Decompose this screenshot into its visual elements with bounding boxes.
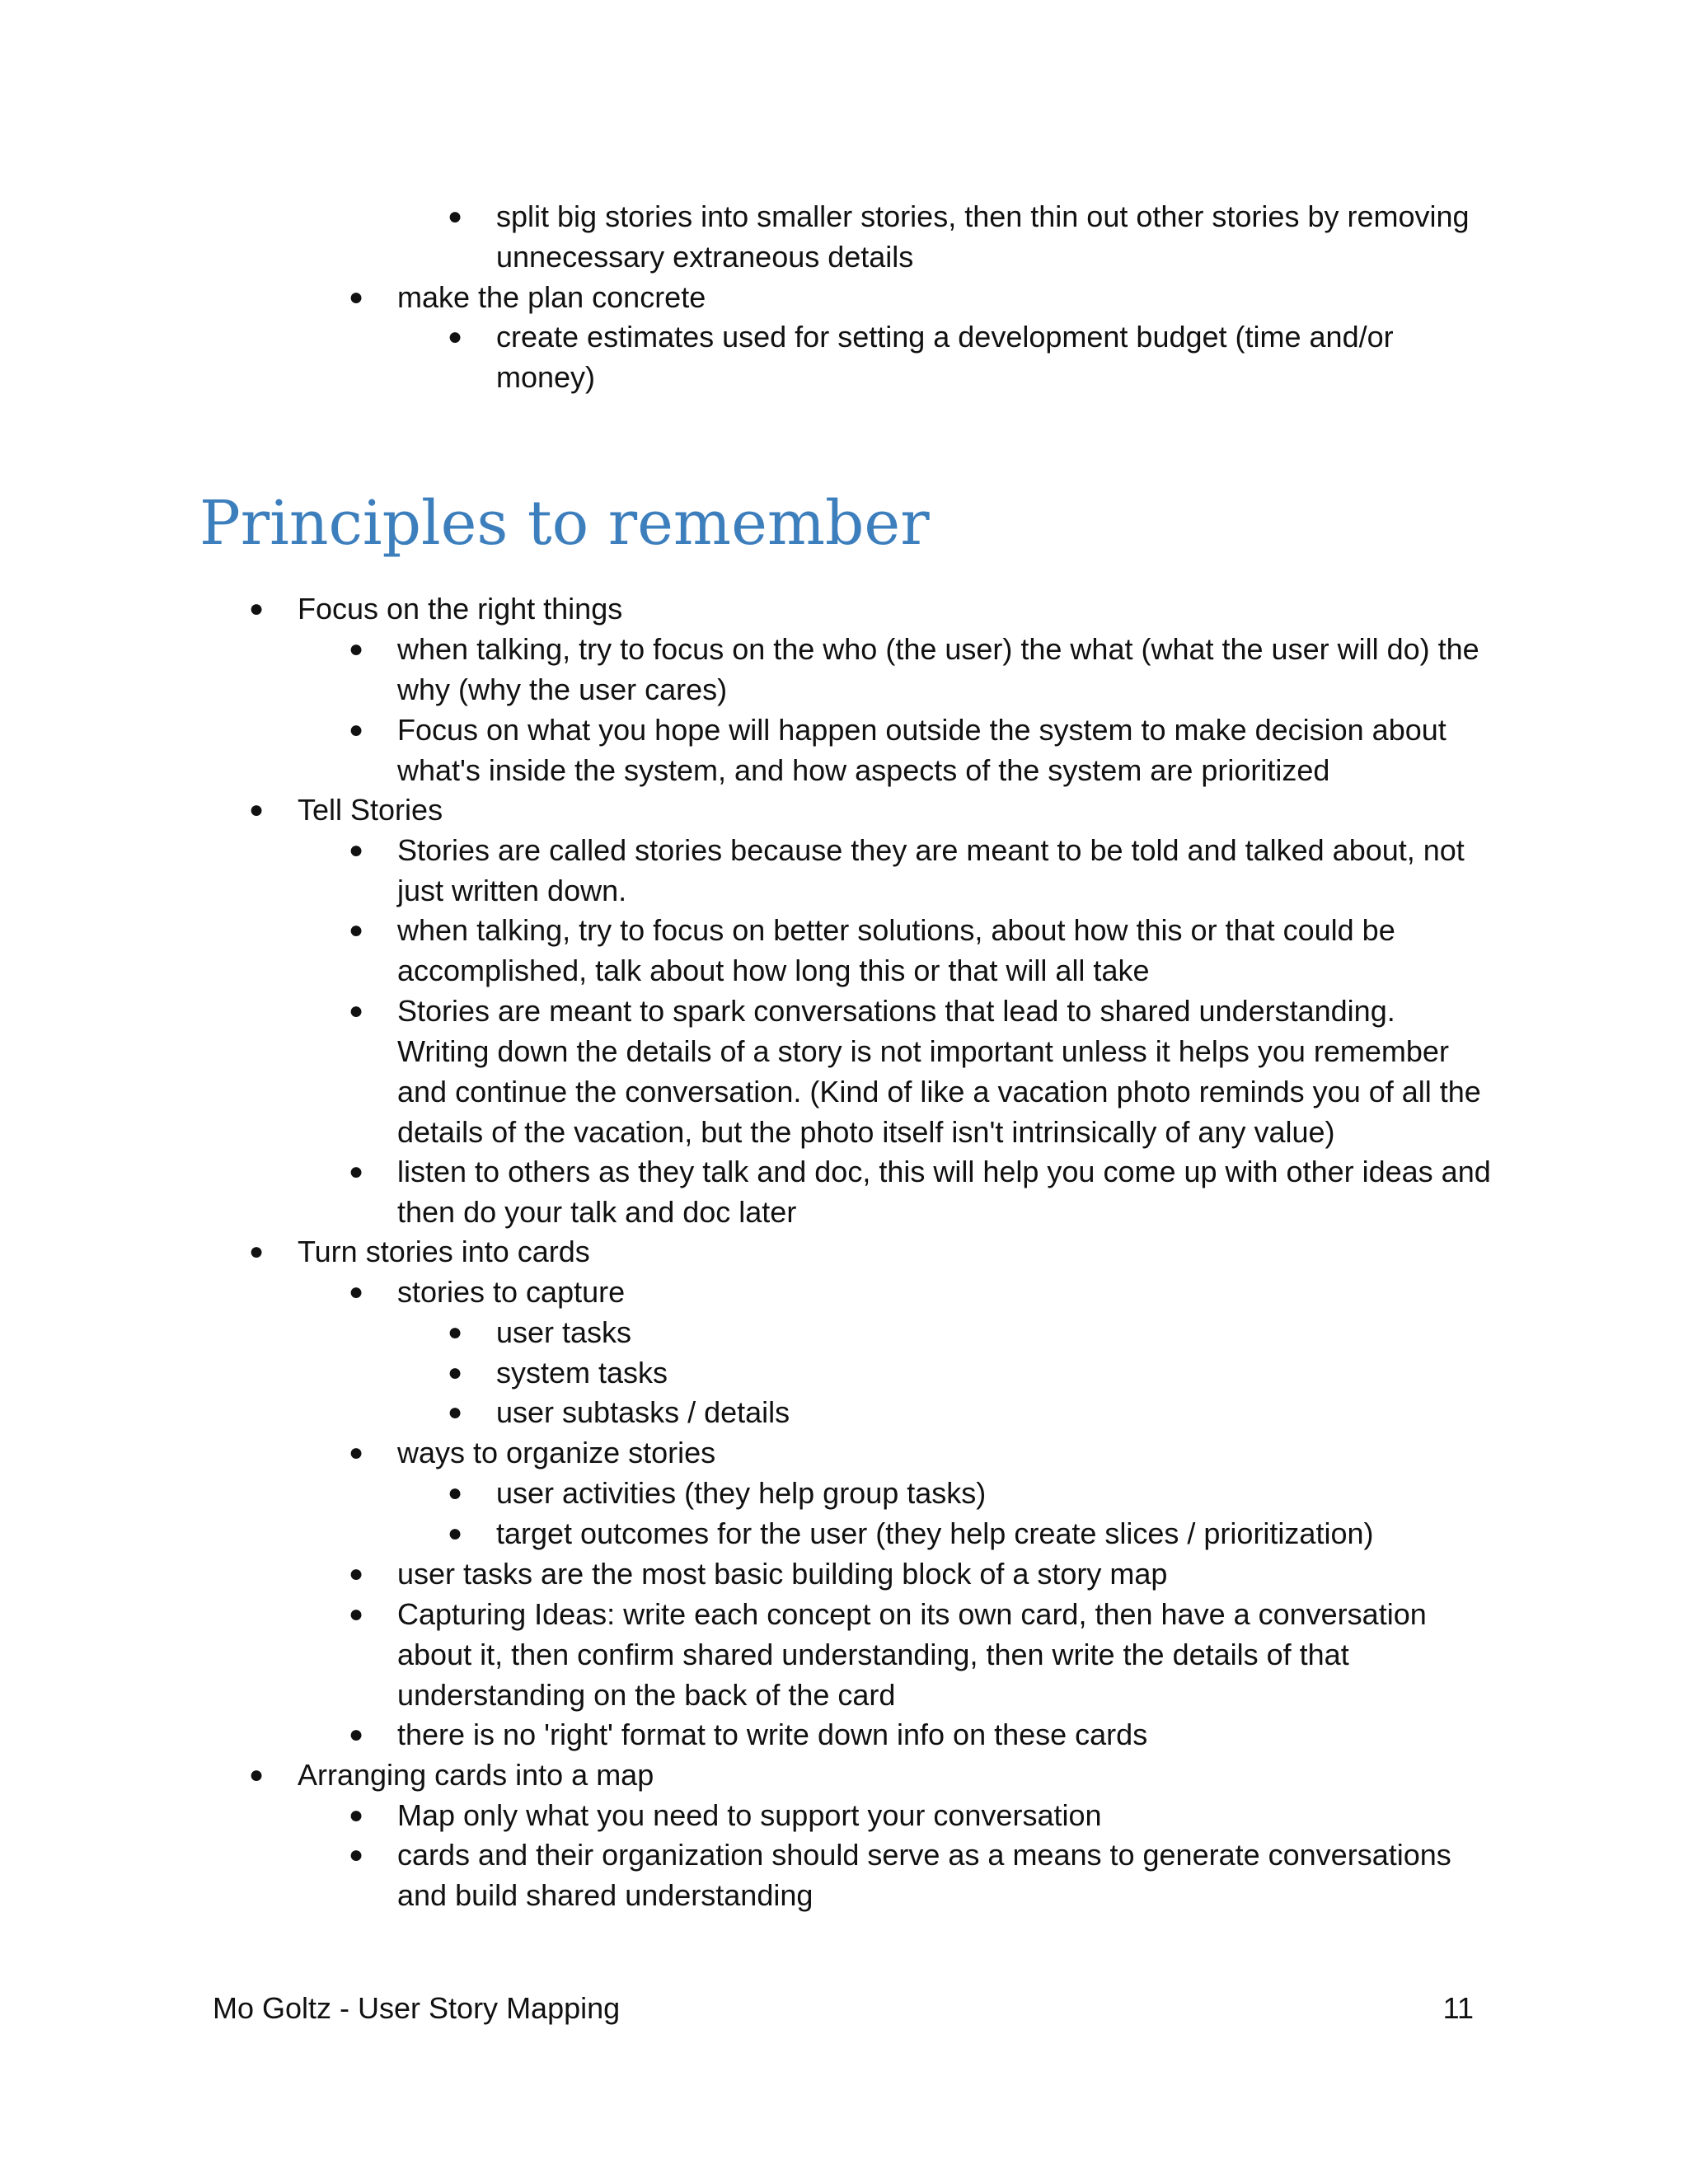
bullet-icon: ●	[348, 1802, 364, 1829]
list-item-text: when talking, try to focus on the who (the user) the what (what the user will do) the why (why the user cares)	[397, 632, 1479, 706]
bullet-icon: ●	[348, 1721, 364, 1748]
list-item	[348, 1151, 1493, 1232]
list-item	[447, 1513, 1493, 1554]
bullet-icon: ●	[348, 1158, 364, 1185]
list-item	[248, 588, 1493, 629]
bullet-icon: ●	[348, 716, 364, 743]
list-item	[447, 1473, 1493, 1513]
list-item	[248, 790, 1493, 830]
bullet-icon: ●	[447, 1359, 463, 1386]
list-item-text: there is no 'right' format to write down info on these cards	[397, 1718, 1148, 1751]
list-item-text: user tasks are the most basic building block of a story map	[397, 1557, 1168, 1591]
list-item	[447, 1352, 1493, 1393]
list-item	[348, 991, 1493, 1152]
bullet-icon: ●	[348, 284, 364, 311]
bullet-icon: ●	[348, 837, 364, 864]
list-item-text: listen to others as they talk and doc, this will help you come up with other ideas and then do your talk and doc later	[397, 1155, 1491, 1229]
list-item-text: Capturing Ideas: write each concept on its own card, then have a conversation about it, then confirm shared understanding, then write the details of that understanding on the back of the card	[397, 1597, 1427, 1712]
list-item-text: user subtasks / details	[496, 1395, 790, 1429]
bullet-icon: ●	[447, 1319, 463, 1346]
section-heading: Principles to remember	[199, 488, 930, 559]
bullet-icon: ●	[348, 635, 364, 663]
bullet-icon: ●	[248, 796, 265, 823]
list-item-text: user activities (they help group tasks)	[496, 1476, 987, 1510]
list-item	[348, 1554, 1493, 1594]
bullet-icon: ●	[348, 1439, 364, 1466]
list-item	[348, 1714, 1493, 1755]
list-item-text: Focus on the right things	[298, 592, 623, 626]
list-item-text: Turn stories into cards	[298, 1235, 590, 1268]
bullet-icon: ●	[348, 916, 364, 944]
list-item	[348, 629, 1493, 710]
bullet-icon: ●	[348, 997, 364, 1024]
list-item-text: stories to capture	[397, 1275, 626, 1309]
list-item	[348, 1594, 1493, 1715]
bullet-icon: ●	[447, 323, 463, 350]
footer-title: Mo Goltz - User Story Mapping	[213, 1991, 621, 2025]
list-item-text: system tasks	[496, 1356, 668, 1390]
list-item-text: split big stories into smaller stories, then thin out other stories by removing unnecessary extraneous details	[496, 199, 1470, 274]
list-item-text: Focus on what you hope will happen outside the system to make decision about what's inside the system, and how aspects of the system are prioritized	[397, 713, 1447, 787]
list-item-text: create estimates used for setting a development budget (time and/or money)	[496, 320, 1394, 394]
list-item	[348, 1432, 1493, 1473]
list-item	[348, 277, 1493, 317]
list-item-text: when talking, try to focus on better solutions, about how this or that could be accomplished, talk about how long this or that will all take	[397, 913, 1395, 987]
list-item	[348, 910, 1493, 991]
list-item	[348, 1272, 1493, 1312]
list-item	[447, 196, 1493, 277]
bullet-icon: ●	[447, 203, 463, 230]
list-item	[248, 1231, 1493, 1272]
bullet-icon: ●	[248, 595, 265, 622]
list-item	[447, 1392, 1493, 1432]
list-item	[348, 1835, 1493, 1915]
bullet-icon: ●	[447, 1479, 463, 1507]
list-item	[348, 830, 1493, 911]
bullet-icon: ●	[348, 1841, 364, 1868]
list-item-text: Stories are meant to spark conversations that lead to shared understanding. Writing down the details of a story is not important unless it helps you remember and continue the conversation. (Kind of like a vacation photo reminds you of all the details of the vacation, but the photo itself isn't intrinsically of any value)	[397, 994, 1481, 1149]
list-item-text: user tasks	[496, 1315, 632, 1349]
list-item	[348, 1795, 1493, 1835]
bullet-icon: ●	[348, 1560, 364, 1587]
list-item-text: Stories are called stories because they are meant to be told and talked about, not just written down.	[397, 833, 1465, 907]
list-item	[447, 316, 1493, 397]
page-number: 11	[1442, 1991, 1474, 2025]
bullet-icon: ●	[248, 1761, 265, 1788]
list-item	[248, 1755, 1493, 1795]
bullet-icon: ●	[248, 1238, 265, 1265]
list-item	[447, 1312, 1493, 1352]
bullet-icon: ●	[348, 1601, 364, 1628]
list-item	[348, 710, 1493, 790]
bullet-icon: ●	[447, 1520, 463, 1547]
list-item-text: cards and their organization should serve as a means to generate conversations and build shared understanding	[397, 1838, 1451, 1912]
list-item-text: Arranging cards into a map	[298, 1758, 654, 1792]
list-item-text: target outcomes for the user (they help create slices / prioritization)	[496, 1516, 1374, 1550]
bullet-icon: ●	[348, 1278, 364, 1305]
list-item-text: Map only what you need to support your conversation	[397, 1798, 1102, 1832]
list-item-text: make the plan concrete	[397, 280, 706, 314]
list-item-text: ways to organize stories	[397, 1436, 716, 1469]
bullet-icon: ●	[447, 1399, 463, 1426]
list-item-text: Tell Stories	[298, 793, 443, 827]
